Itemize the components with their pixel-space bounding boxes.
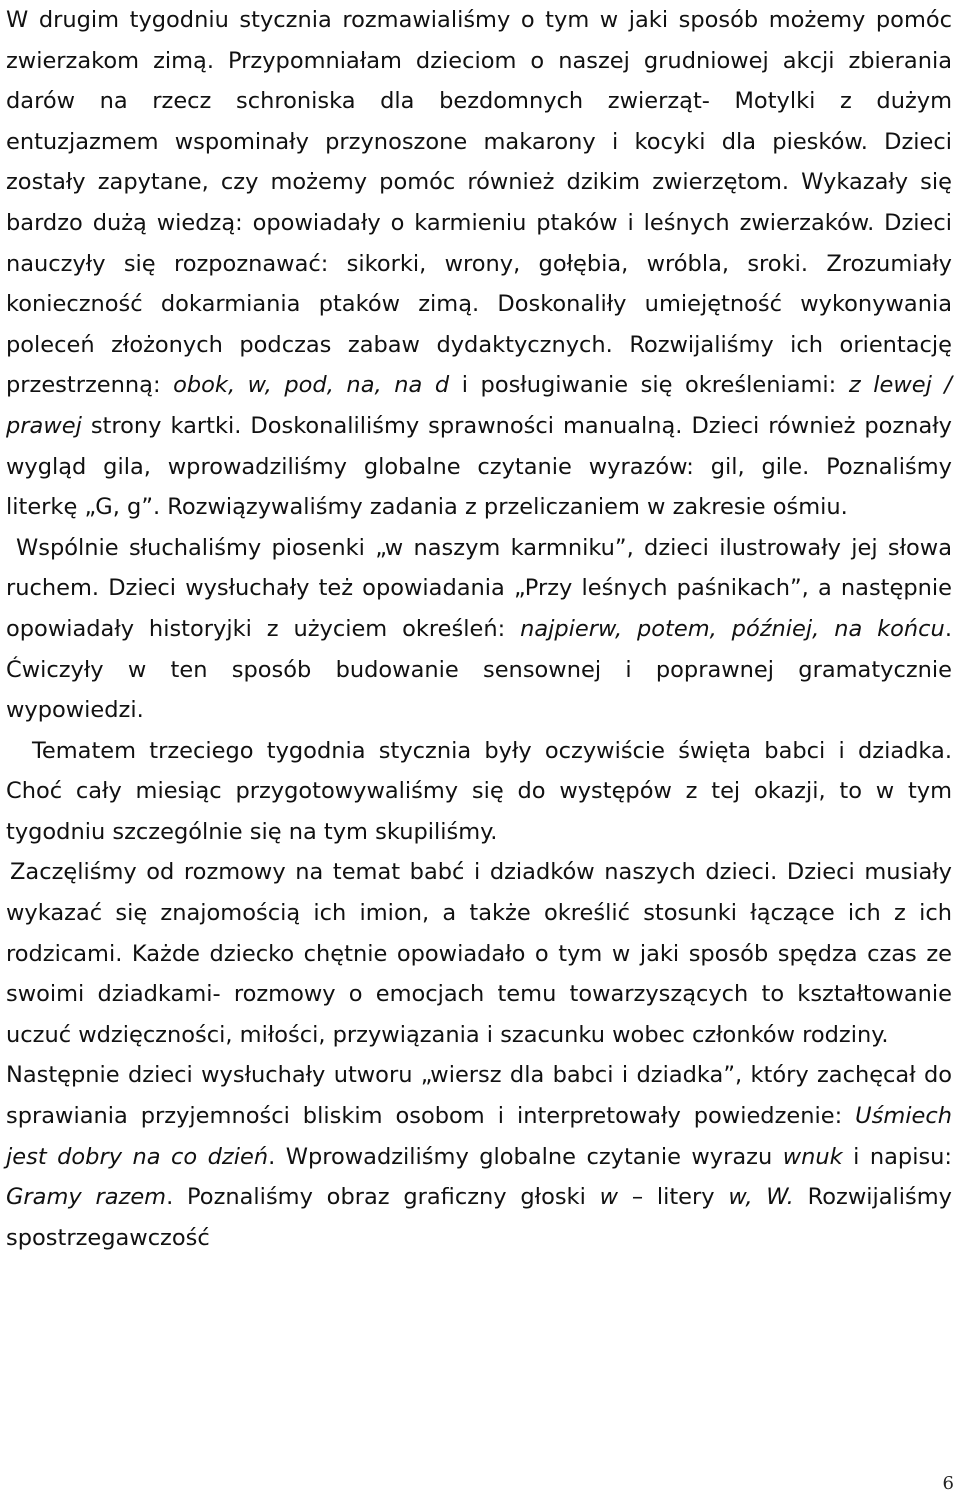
text-run: Zaczęliśmy od rozmowy na temat babć i dziadków naszych dzieci. Dzieci musiały wykazać się znajomością ich imion, a także określić stosunki łączące ich z ich rodzicami. Każde dziecko chętnie opowiadało o tym w jaki sposób spędza czas ze swoimi dziadkami- rozmowy o emocjach temu towarzyszących to kształtowanie uczuć wdzięczności, miłości, przywiązania i szacunku wobec członków rodziny. [6, 859, 952, 1048]
text-run: W drugim tygodniu stycznia rozmawialiśmy o tym w jaki sposób możemy pomóc zwierzakom zimą. Przypomniałam dzieciom o naszej grudniowej akcji zbierania darów na rzecz schroniska dla bezdomnych zwierząt- Motylki z dużym entuzjazmem wspominały przynoszone makarony i kocyki dla piesków. Dzieci zostały zapytane, czy możemy pomóc również dzikim zwierzętom. Wykazały się bardzo dużą wiedzą: opowiadały o karmieniu ptaków i leśnych zwierzaków. Dzieci nauczyły się rozpoznawać: sikorki, wrony, gołębia, wróbla, sroki. Zrozumiały konieczność dokarmiania ptaków zimą. Doskonaliły umiejętność wykonywania poleceń złożonych podczas zabaw dydaktycznych. Rozwijaliśmy ich orientację przestrzenną: [6, 7, 952, 399]
text-run: . Ćwiczyły w ten sposób budowanie sensownej i poprawnej gramatycznie wypowiedzi. [6, 615, 952, 724]
paragraph-poem-reading [6, 1055, 952, 1258]
document-page [6, 0, 952, 1258]
text-run: Tematem trzeciego tygodnia stycznia były oczywiście święta babci i dziadka. Choć cały miesiąc przygotowywaliśmy się do występów z tej okazji, to w tym tygodniu szczególnie się na tym skupiliśmy. [6, 737, 952, 845]
italic-term: z lewej / prawej [6, 372, 952, 439]
text-run: Wspólnie słuchaliśmy piosenki „w naszym karmniku”, dzieci ilustrowały jej słowa ruchem. Dzieci wysłuchały też opowiadania „Przy leśnych paśnikach”, a następnie opowiadały historyjki z użyciem określeń: [6, 534, 952, 642]
text-run: . Poznaliśmy obraz graficzny głoski [166, 1184, 600, 1211]
text-run: Następnie dzieci wysłuchały utworu „wiersz dla babci i dziadka”, który zachęcał do sprawiania przyjemności bliskim osobom i interpretowały powiedzenie: [6, 1062, 952, 1130]
paragraph-song-story [6, 528, 952, 731]
italic-term: w [599, 1184, 619, 1211]
italic-term: najpierw, potem, później, na końcu [520, 615, 945, 642]
italic-term: obok, w, pod, na, na d [173, 372, 450, 399]
italic-term: wnuk [782, 1143, 843, 1170]
text-run: Rozwijaliśmy spostrzegawczość [6, 1184, 952, 1251]
text-run: . Wprowadziliśmy globalne czytanie wyrazu [268, 1143, 783, 1170]
paragraph-birds-winter [6, 0, 952, 528]
italic-term: Gramy razem [6, 1184, 167, 1211]
paragraph-grandparents-talk [6, 852, 952, 1055]
text-run: – litery [618, 1184, 729, 1211]
text-run: i napisu: [842, 1143, 953, 1170]
page-number: 6 [942, 1473, 954, 1494]
italic-term: w, W. [728, 1184, 794, 1211]
italic-term: Uśmiech jest dobry na co dzień [6, 1103, 952, 1170]
text-run: i posługiwanie się określeniami: [449, 372, 849, 399]
paragraph-grandparents-week [6, 731, 952, 853]
text-run: strony kartki. Doskonaliliśmy sprawności manualną. Dzieci również poznały wygląd gila, wprowadziliśmy globalne czytanie wyrazów: gil, gile. Poznaliśmy literkę „G, g”. Rozwiązywaliśmy zadania z przeliczaniem w zakresie ośmiu. [6, 412, 952, 521]
